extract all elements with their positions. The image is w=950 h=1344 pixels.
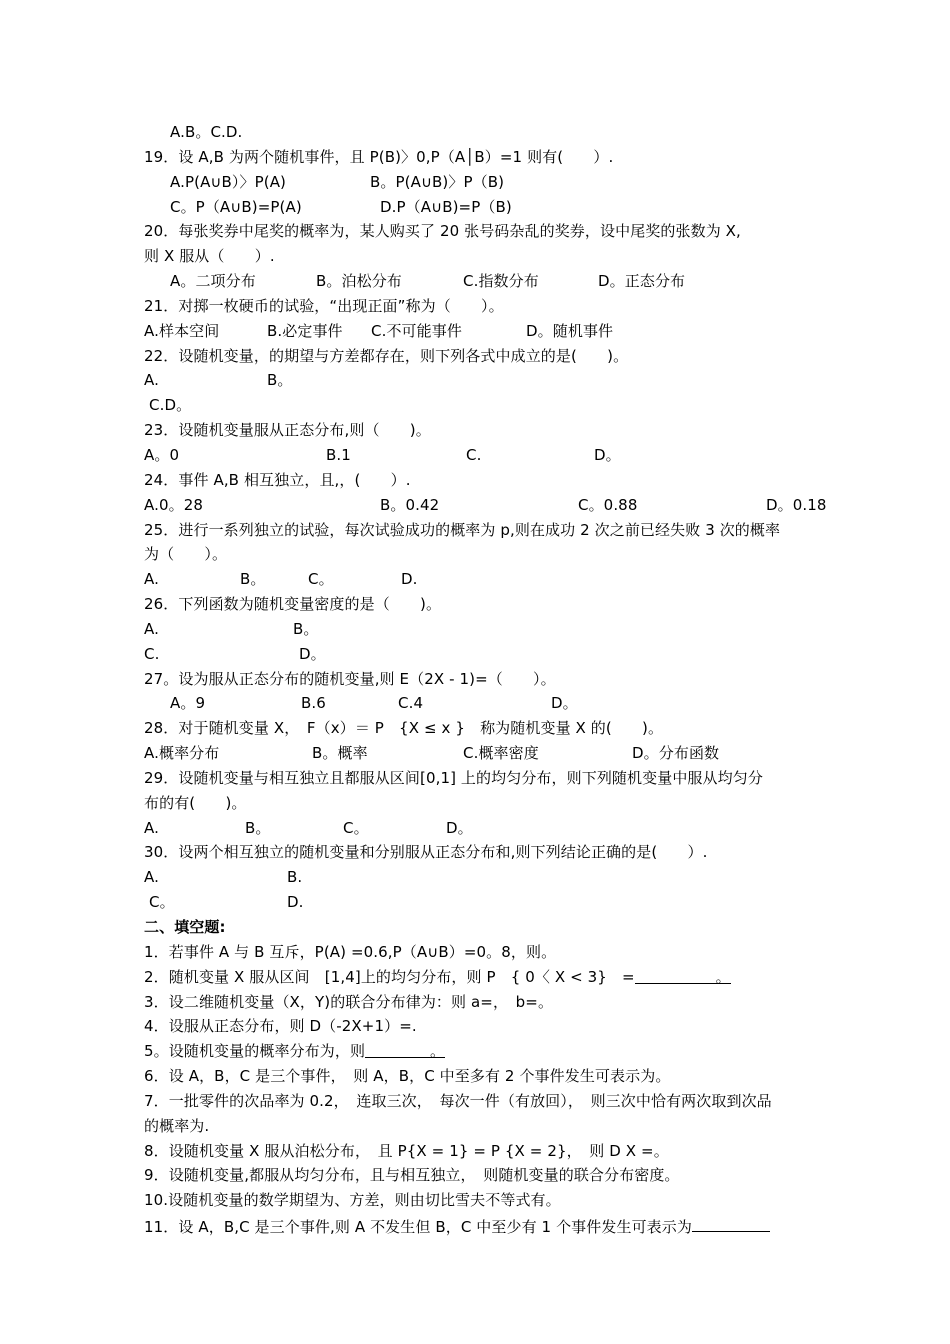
- q23-option-a: A。0: [144, 445, 180, 464]
- q28-options: [144, 741, 864, 766]
- q19-option-d: D.P（A∪B)=P（B): [380, 197, 512, 216]
- fill-q2-text: 2．随机变量 X 服从区间 [1,4]上的均匀分布，则 P { 0〈 X < 3} =: [144, 967, 635, 986]
- q24-option-d: D。0.18: [766, 495, 827, 514]
- fill-q7: 7．一批零件的次品率为 0.2， 连取三次， 每次一件（有放回）， 则三次中恰有两次取到次品: [144, 1091, 772, 1110]
- q30-options-ab: [144, 865, 864, 890]
- fill-q5-answer-blank: [365, 1039, 446, 1061]
- fill-q6: 6．设 A，B，C 是三个事件， 则 A，B，C 中至多有 2 个事件发生可表示为。: [144, 1067, 671, 1086]
- q25-stem-continued: 为（ ）。: [144, 545, 228, 564]
- q27-option-c: C.4: [398, 694, 424, 713]
- q22-option-b: B。: [267, 371, 293, 390]
- fill-q11-text: 11．设 A，B,C 是三个事件,则 A 不发生但 B，C 中至少有 1 个事件发生可表示为: [144, 1218, 692, 1237]
- q30-option-d: D.: [287, 893, 304, 912]
- q21-option-a: A.样本空间: [144, 321, 220, 340]
- q23-option-c: C.: [466, 445, 482, 464]
- q25-option-a: A.: [144, 570, 159, 589]
- fill-q2-answer-blank: [635, 965, 731, 984]
- q20-options: [144, 269, 864, 294]
- q28-option-a: A.概率分布: [144, 744, 220, 763]
- q27-option-b: B.6: [301, 694, 326, 713]
- q29-option-a: A.: [144, 818, 159, 837]
- fill-q10: 10.设随机变量的数学期望为、方差，则由切比雪夫不等式有。: [144, 1191, 561, 1210]
- fill-q2: [144, 965, 864, 990]
- q22-option-a: A.: [144, 371, 159, 390]
- q19-options-ab: [144, 170, 864, 195]
- fill-q11-answer-blank: [692, 1213, 770, 1232]
- q20-option-b: B。泊松分布: [316, 272, 402, 291]
- q27-stem: 27。设为服从正态分布的随机变量,则 E（2X - 1)=（ ）。: [144, 669, 556, 688]
- q24-options: [144, 493, 864, 518]
- q29-stem-continued: 布的有( )。: [144, 793, 247, 812]
- q30-options-cd: [144, 890, 864, 915]
- q23-stem: 23．设随机变量服从正态分布,则（ )。: [144, 421, 431, 440]
- q26-options-ab: [144, 617, 864, 642]
- document-page: [144, 120, 864, 1238]
- q21-option-d: D。随机事件: [526, 321, 614, 340]
- q21-options: [144, 319, 864, 344]
- q21-option-c: C.不可能事件: [371, 321, 462, 340]
- q25-stem: 25．进行一系列独立的试验，每次试验成功的概率为 p,则在成功 2 次之前已经失败 3 次的概率: [144, 520, 781, 539]
- fill-q5: [144, 1039, 864, 1064]
- q29-option-d: D。: [446, 818, 473, 837]
- q30-option-c: C。: [149, 893, 175, 912]
- q30-option-a: A.: [144, 868, 159, 887]
- q28-stem: 28．对于随机变量 X， F（x）＝ P {X ≤ x } 称为随机变量 X 的( )。: [144, 719, 664, 738]
- fill-q2-period: 。: [715, 967, 731, 986]
- q22-options-cd: C.D。: [149, 396, 192, 415]
- fill-q4: 4．设服从正态分布，则 D（-2X+1）=.: [144, 1017, 417, 1036]
- q20-stem-continued: 则 X 服从（ ）.: [144, 247, 275, 266]
- q25-option-b: B。: [240, 570, 266, 589]
- fill-q8: 8．设随机变量 X 服从泊松分布， 且 P{X = 1} = P {X = 2}， 则 D X =。: [144, 1141, 669, 1160]
- q28-option-b: B。概率: [312, 744, 368, 763]
- q19-stem: 19．设 A,B 为两个随机事件，且 P(B)〉0,P（A│B）=1 则有( ）.: [144, 147, 614, 166]
- q20-stem: 20．每张奖券中尾奖的概率为，某人购买了 20 张号码杂乱的奖券，设中尾奖的张数为 X,: [144, 222, 741, 241]
- q20-option-d: D。正态分布: [598, 272, 686, 291]
- q27-options: [144, 691, 864, 716]
- q19-option-c: C。P（A∪B)=P(A): [170, 197, 302, 216]
- q29-option-c: C。: [343, 818, 369, 837]
- q29-option-b: B。: [245, 818, 271, 837]
- q18-options: A.B。C.D.: [170, 123, 243, 141]
- q20-option-c: C.指数分布: [463, 272, 539, 291]
- q21-option-b: B.必定事件: [267, 321, 343, 340]
- q27-option-a: A。9: [170, 694, 206, 713]
- q26-option-b: B。: [293, 619, 319, 638]
- q19-option-b: B。P(A∪B)〉P（B): [370, 172, 505, 191]
- section-heading-fill-in: 二、填空题:: [144, 918, 226, 936]
- q29-options: [144, 816, 864, 841]
- q22-stem: 22．设随机变量，的期望与方差都存在，则下列各式中成立的是( )。: [144, 346, 629, 365]
- q19-option-a: A.P(A∪B）〉P(A): [170, 172, 287, 191]
- q24-option-c: C。0.88: [578, 495, 638, 514]
- q21-stem: 21．对掷一枚硬币的试验，“出现正面”称为（ ）。: [144, 296, 504, 315]
- q26-option-c: C.: [144, 644, 160, 663]
- q24-option-a: A.0。28: [144, 495, 203, 514]
- q26-option-a: A.: [144, 619, 159, 638]
- q26-stem: 26．下列函数为随机变量密度的是（ )。: [144, 595, 442, 614]
- q27-option-d: D。: [551, 694, 578, 713]
- fill-q9: 9．设随机变量,都服从均匀分布，且与相互独立， 则随机变量的联合分布密度。: [144, 1166, 680, 1185]
- fill-q7-continued: 的概率为.: [144, 1116, 210, 1135]
- q25-options: [144, 567, 864, 592]
- q26-option-d: D。: [299, 644, 326, 663]
- fill-q5-text: 5。设随机变量的概率分布为，则: [144, 1042, 366, 1061]
- q24-stem: 24．事件 A,B 相互独立，且,，( ）.: [144, 470, 411, 489]
- q24-option-b: B。0.42: [380, 495, 440, 514]
- q23-options: [144, 443, 864, 468]
- q30-stem: 30．设两个相互独立的随机变量和分别服从正态分布和,则下列结论正确的是( ）.: [144, 843, 708, 862]
- q25-option-c: C。: [308, 570, 334, 589]
- q23-option-b: B.1: [326, 445, 351, 464]
- q20-option-a: A。二项分布: [170, 272, 256, 291]
- q19-options-cd: [144, 195, 864, 220]
- q22-options-ab: [144, 368, 864, 393]
- q28-option-c: C.概率密度: [463, 744, 539, 763]
- fill-q11: [144, 1213, 864, 1238]
- fill-q1: 1．若事件 A 与 B 互斥，P(A) =0.6,P（A∪B）=0。8，则。: [144, 942, 557, 961]
- q29-stem: 29．设随机变量与相互独立且都服从区间[0,1] 上的均匀分布，则下列随机变量中服从均匀分: [144, 768, 763, 787]
- q23-option-d: D。: [594, 445, 621, 464]
- q30-option-b: B.: [287, 868, 303, 887]
- fill-q3: 3．设二维随机变量（X，Y)的联合分布律为：则 a=， b=。: [144, 992, 554, 1011]
- q25-option-d: D.: [401, 570, 418, 589]
- fill-q5-period: 。: [429, 1042, 446, 1061]
- q26-options-cd: [144, 642, 864, 667]
- q28-option-d: D。分布函数: [632, 744, 720, 763]
